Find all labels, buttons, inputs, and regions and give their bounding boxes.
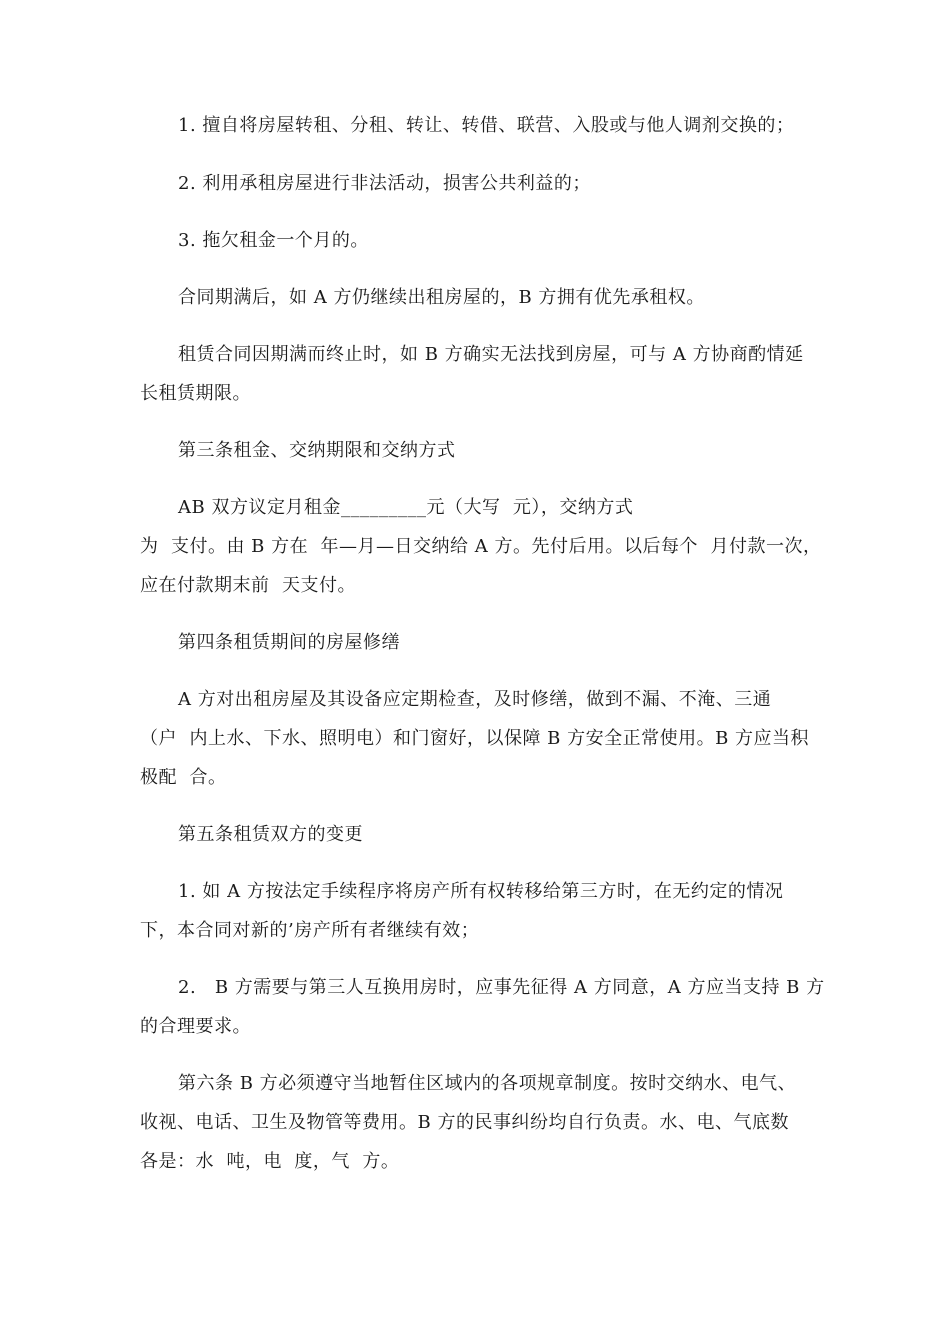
- clause-line-1: 1. 擅自将房屋转租、分租、转让、转借、联营、入股或与他人调剂交换的；: [178, 115, 795, 136]
- clause-line-3: 3. 拖欠租金一个月的。: [178, 230, 369, 251]
- paragraph-line: 各是：水 吨，电 度，气 方。: [140, 1151, 400, 1172]
- paragraph-line: 收视、电话、卫生及物管等费用。B 方的民事纠纷均自行负责。水、电、气底数: [140, 1112, 789, 1133]
- paragraph-line: 第六条 B 方必须遵守当地暂住区域内的各项规章制度。按时交纳水、电气、: [178, 1073, 797, 1094]
- paragraph-line: 1. 如 A 方按法定手续程序将房产所有权转移给第三方时，在无约定的情况: [178, 881, 784, 902]
- paragraph-line: 的合理要求。: [140, 1016, 251, 1037]
- paragraph-line: 为 支付。由 B 方在 年—月—日交纳给 A 方。先付后用。以后每个 月付款一次，: [140, 536, 822, 557]
- paragraph-line: 极配 合。: [140, 767, 227, 788]
- clause-line-2: 2. 利用承租房屋进行非法活动，损害公共利益的；: [178, 173, 591, 194]
- section-heading-3: 第三条租金、交纳期限和交纳方式: [178, 440, 456, 461]
- paragraph-line: 应在付款期末前 天支付。: [140, 575, 356, 596]
- paragraph-line: 合同期满后，如 A 方仍继续出租房屋的，B 方拥有优先承租权。: [178, 287, 705, 308]
- paragraph-line: A 方对出租房屋及其设备应定期检查，及时修缮，做到不漏、不淹、三通: [178, 689, 772, 710]
- paragraph-line: （户 内上水、下水、照明电）和门窗好，以保障 B 方安全正常使用。B 方应当积: [140, 728, 810, 749]
- paragraph-line: 长租赁期限。: [140, 383, 251, 404]
- paragraph-line: 租赁合同因期满而终止时，如 B 方确实无法找到房屋，可与 A 方协商酌情延: [178, 344, 804, 365]
- paragraph-line: AB 双方议定月租金_________元（大写 元），交纳方式: [178, 497, 634, 518]
- section-heading-5: 第五条租赁双方的变更: [178, 824, 363, 845]
- paragraph-line: 2. B 方需要与第三人互换用房时，应事先征得 A 方同意，A 方应当支持 B 方: [178, 977, 825, 998]
- paragraph-line: 下，本合同对新的’房产所有者继续有效；: [140, 920, 480, 941]
- section-heading-4: 第四条租赁期间的房屋修缮: [178, 632, 400, 653]
